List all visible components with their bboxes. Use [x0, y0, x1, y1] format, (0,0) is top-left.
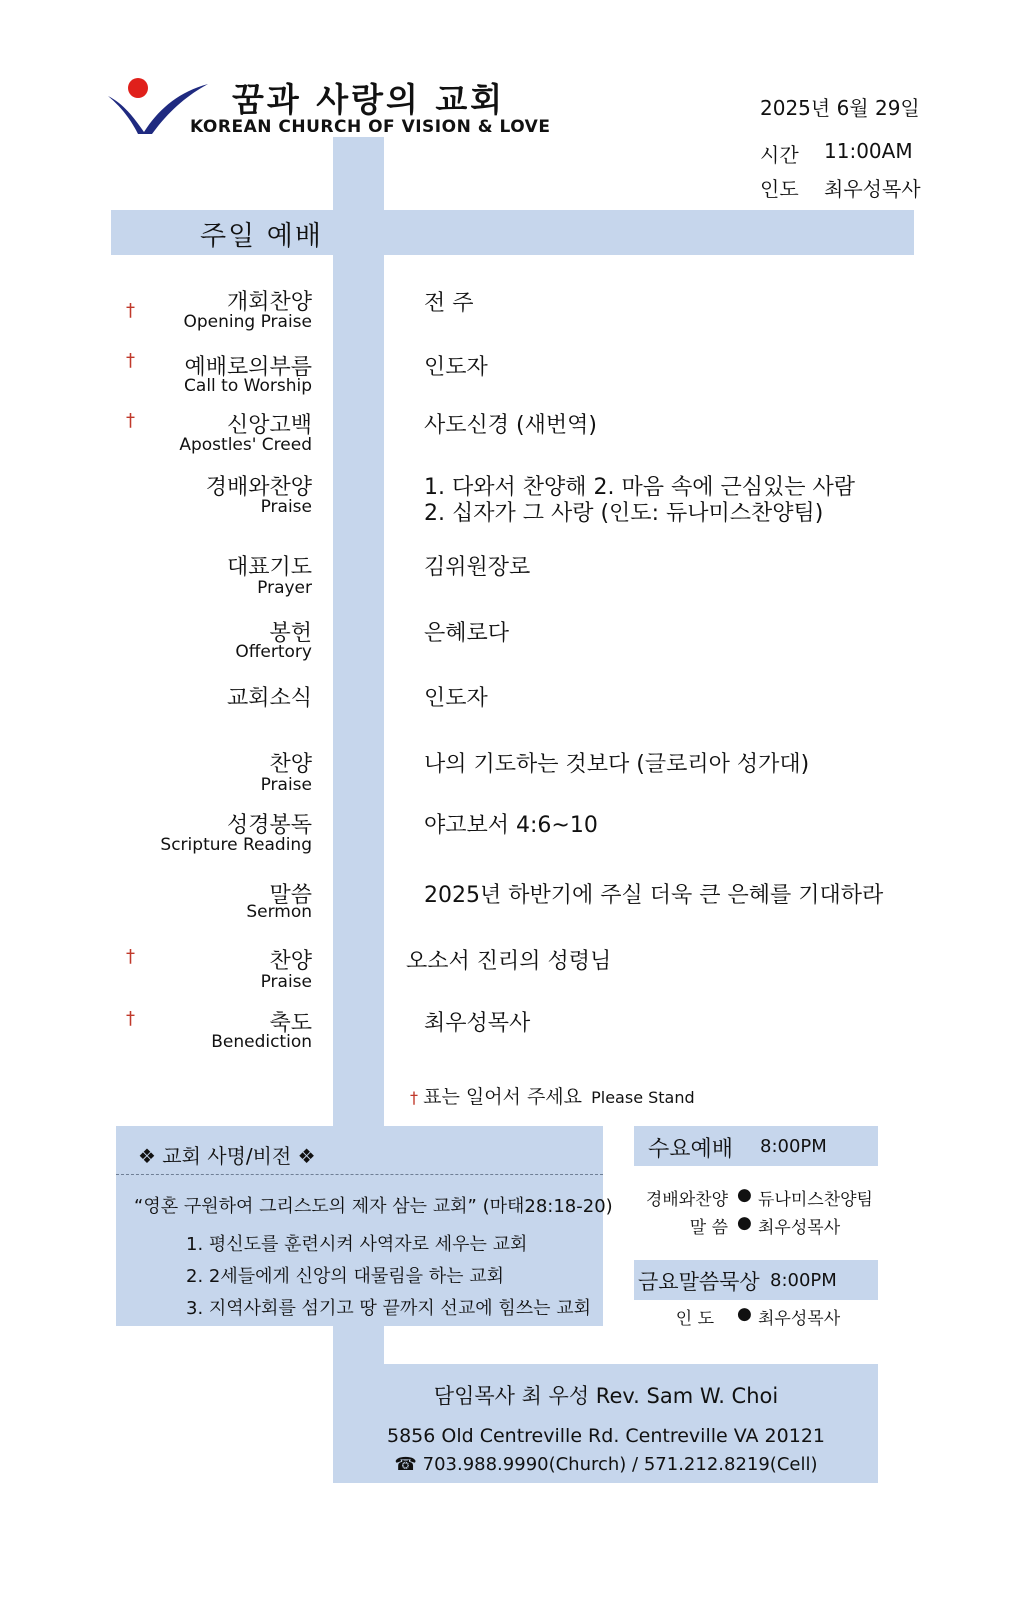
wednesday-row-value: 듀나미스찬양팀	[758, 1190, 873, 1210]
mission-box	[116, 1126, 613, 1326]
order-label-en: Apostles' Creed	[179, 435, 312, 455]
friday-title: 금요말씀묵상	[638, 1270, 760, 1294]
mission-item: 2. 2세들에게 신앙의 대물림을 하는 교회	[186, 1266, 505, 1287]
leader-value: 최우성목사	[824, 177, 921, 201]
order-label-kr: 예배로의부름	[184, 355, 312, 380]
stand-note-kr: 표는 일어서 주세요	[423, 1086, 583, 1108]
order-value: 사도신경 (새번역)	[424, 413, 597, 438]
dagger-icon: †	[126, 946, 135, 967]
friday-row-label: 인 도	[675, 1309, 714, 1329]
wednesday-row-label: 말 씀	[689, 1218, 728, 1238]
wednesday-band	[634, 1126, 878, 1166]
order-value: 나의 기도하는 것보다 (글로리아 성가대)	[424, 752, 810, 777]
order-label-en: Sermon	[246, 902, 312, 922]
order-label-en: Benediction	[211, 1032, 312, 1052]
order-label-kr: 말씀	[269, 883, 312, 908]
order-label-en: Offertory	[235, 642, 312, 662]
order-value: 1. 다와서 찬양해 2. 마음 속에 근심있는 사람	[424, 475, 855, 500]
order-value: 인도자	[424, 355, 488, 380]
order-label-en: Call to Worship	[184, 376, 312, 396]
black-circle-icon: ●	[737, 1185, 752, 1205]
order-label-kr: 개회찬양	[226, 290, 312, 315]
order-label-kr: 봉헌	[269, 621, 312, 646]
friday-row-value: 최우성목사	[758, 1309, 841, 1329]
order-value: 김위원장로	[424, 555, 531, 580]
order-label-en: Prayer	[257, 578, 312, 598]
order-label-kr: 축도	[269, 1011, 312, 1036]
order-value: 2025년 하반기에 주실 더욱 큰 은혜를 기대하라	[424, 883, 884, 908]
order-value: 야고보서 4:6~10	[424, 813, 598, 838]
mission-item: 3. 지역사회를 섬기고 땅 끝까지 선교에 힘쓰는 교회	[186, 1298, 591, 1319]
black-circle-icon: ●	[737, 1304, 752, 1324]
wednesday-row-value: 최우성목사	[758, 1218, 841, 1238]
friday-time: 8:00PM	[770, 1270, 837, 1291]
logo-english-name: KOREAN CHURCH OF VISION & LOVE	[190, 117, 551, 137]
order-label-en: Praise	[260, 775, 312, 795]
dagger-icon: †	[126, 410, 135, 431]
mission-divider	[116, 1174, 603, 1175]
order-value: 오소서 진리의 성령님	[406, 949, 612, 974]
mission-title: ❖ 교회 사명/비전 ❖	[138, 1144, 316, 1168]
friday-band	[634, 1260, 878, 1300]
order-label-kr: 교회소식	[226, 686, 312, 711]
order-label-en: Scripture Reading	[160, 835, 312, 855]
time-value: 11:00AM	[824, 139, 913, 163]
dagger-icon: †	[126, 300, 135, 321]
wednesday-row-label: 경배와찬양	[645, 1190, 728, 1210]
order-label-kr: 찬양	[269, 752, 312, 777]
order-label-en: Praise	[260, 972, 312, 992]
stand-note	[410, 1082, 695, 1109]
order-value: 은혜로다	[424, 621, 510, 646]
order-label-kr: 신앙고백	[226, 413, 312, 438]
order-label-kr: 대표기도	[226, 555, 312, 580]
wednesday-title: 수요예배	[648, 1137, 734, 1162]
dagger-icon: †	[126, 1008, 135, 1029]
order-value: 인도자	[424, 686, 488, 711]
order-label-en: Praise	[260, 497, 312, 517]
leader-label: 인도	[760, 177, 799, 201]
dagger-icon: †	[410, 1088, 418, 1107]
time-label: 시간	[760, 143, 799, 167]
service-title: 주일 예배	[200, 221, 323, 252]
order-label-en: Opening Praise	[183, 312, 312, 332]
order-label-kr: 성경봉독	[226, 813, 312, 838]
church-phone: ☎ 703.988.9990(Church) / 571.212.8219(Cell)	[394, 1454, 818, 1475]
pastor-name: 담임목사 최 우성 Rev. Sam W. Choi	[433, 1384, 779, 1408]
dagger-icon: †	[126, 350, 135, 371]
church-address: 5856 Old Centreville Rd. Centreville VA 20121	[386, 1425, 825, 1447]
logo-korean-name: 꿈과 사랑의 교회	[232, 80, 506, 119]
black-circle-icon: ●	[737, 1213, 752, 1233]
order-label-kr: 경배와찬양	[205, 475, 312, 500]
order-value: 최우성목사	[424, 1011, 531, 1036]
mission-item: 1. 평신도를 훈련시켜 사역자로 세우는 교회	[186, 1234, 528, 1255]
wednesday-time: 8:00PM	[760, 1136, 827, 1157]
mission-quote: “영혼 구원하여 그리스도의 제자 삼는 교회” (마태28:18-20)	[134, 1196, 613, 1217]
service-date: 2025년 6월 29일	[760, 96, 920, 120]
order-label-kr: 찬양	[269, 949, 312, 974]
stand-note-en: Please Stand	[591, 1088, 695, 1107]
order-value: 전 주	[424, 291, 474, 316]
order-value-line2: 2. 십자가 그 사랑 (인도: 듀나미스찬양팀)	[424, 501, 824, 526]
